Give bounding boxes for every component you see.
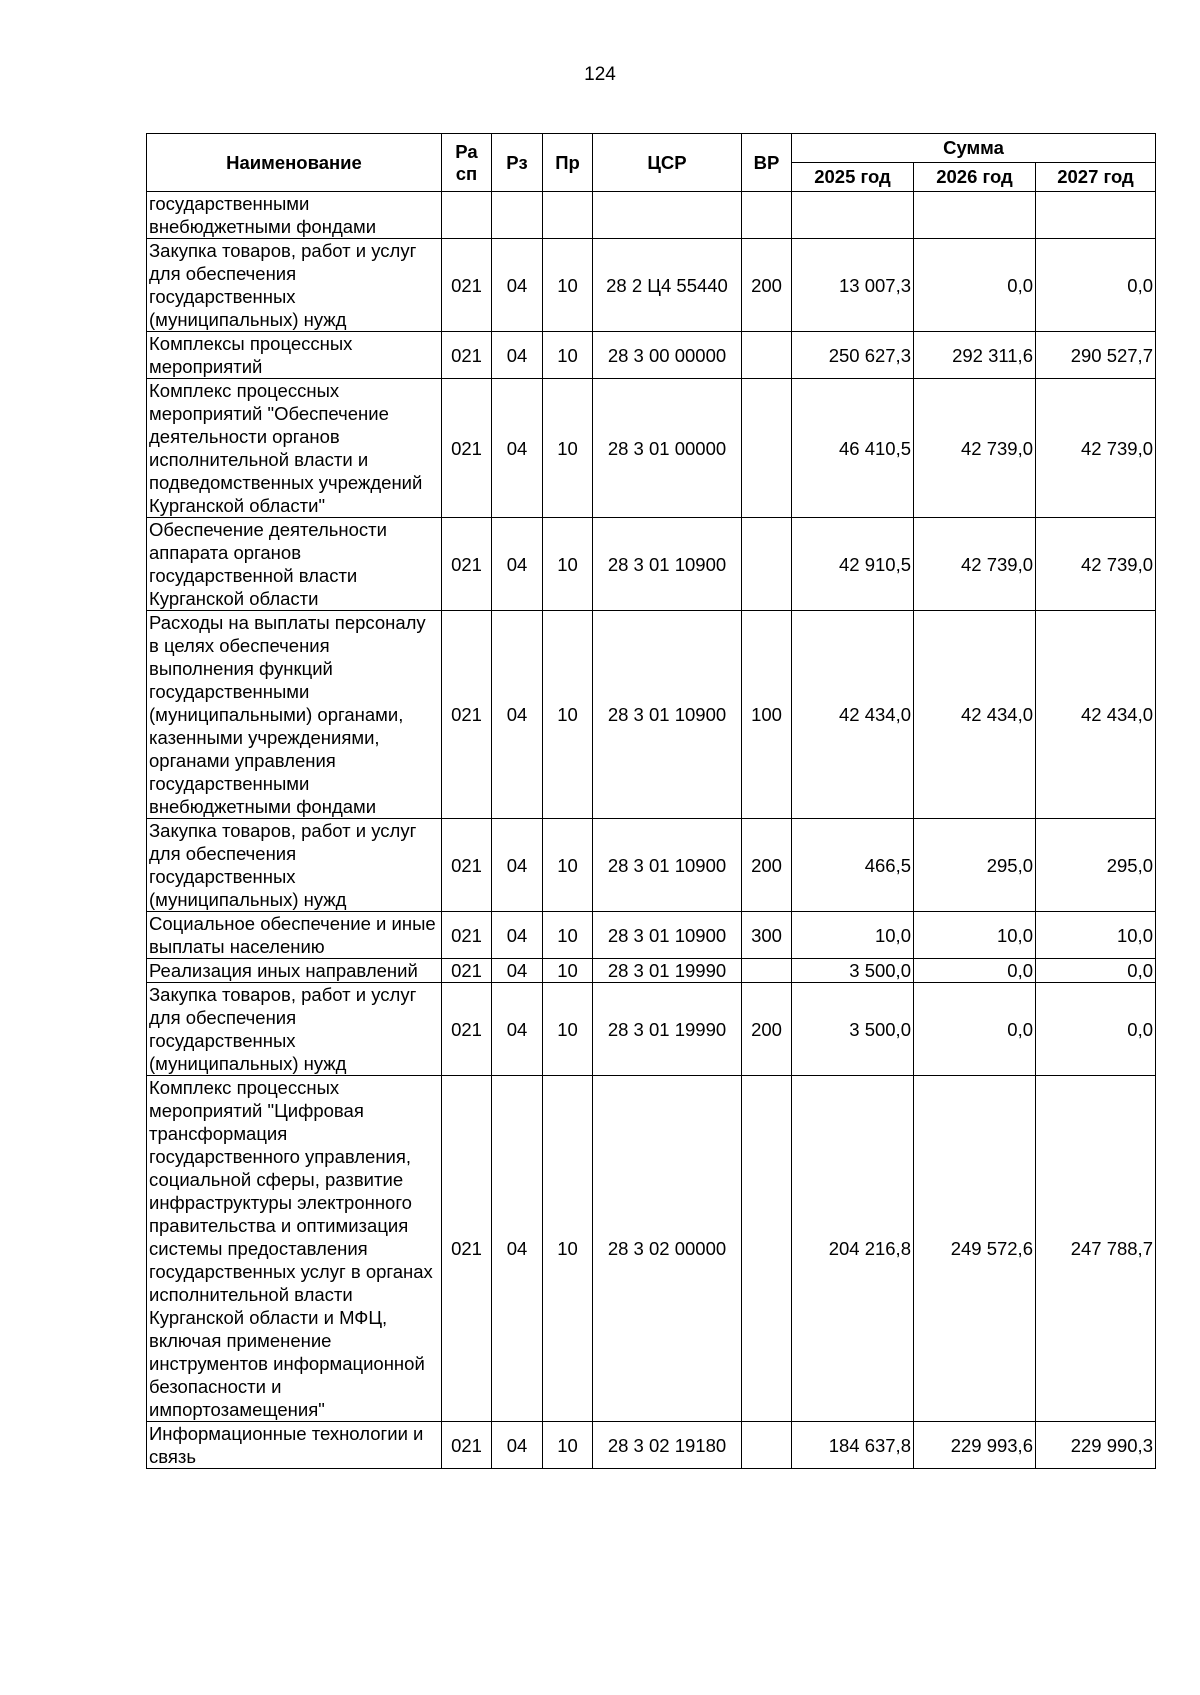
row-vr: 100 [742, 611, 792, 819]
table-row [147, 819, 1156, 912]
row-rasp: 021 [442, 819, 492, 912]
row-vr: 300 [742, 912, 792, 959]
header-csr: ЦСР [593, 134, 742, 192]
row-csr: 28 3 01 19990 [593, 959, 742, 983]
row-pr: 10 [543, 379, 593, 518]
row-vr [742, 192, 792, 239]
row-sum-2027: 290 527,7 [1036, 332, 1156, 379]
row-rz: 04 [492, 983, 543, 1076]
row-rz: 04 [492, 1422, 543, 1469]
row-pr: 10 [543, 239, 593, 332]
row-pr [543, 192, 593, 239]
row-rasp: 021 [442, 332, 492, 379]
row-name: Обеспечение деятельности аппарата органов государственной власти Курганской области [147, 518, 442, 611]
row-pr: 10 [543, 611, 593, 819]
row-rasp: 021 [442, 611, 492, 819]
row-sum-2026: 292 311,6 [914, 332, 1036, 379]
row-pr: 10 [543, 959, 593, 983]
row-sum-2025: 10,0 [792, 912, 914, 959]
table-row [147, 518, 1156, 611]
row-sum-2025: 466,5 [792, 819, 914, 912]
row-csr: 28 3 01 10900 [593, 819, 742, 912]
row-sum-2025: 184 637,8 [792, 1422, 914, 1469]
row-sum-2025: 13 007,3 [792, 239, 914, 332]
row-rz: 04 [492, 819, 543, 912]
row-sum-2026: 229 993,6 [914, 1422, 1036, 1469]
row-vr: 200 [742, 819, 792, 912]
row-sum-2027: 42 739,0 [1036, 518, 1156, 611]
row-name: Комплексы процессных мероприятий [147, 332, 442, 379]
header-row [147, 134, 1156, 163]
row-rz: 04 [492, 518, 543, 611]
row-vr [742, 1076, 792, 1422]
row-name: Комплекс процессных мероприятий "Цифровая трансформация государственного управления, социальной сферы, развитие инфраструктуры электронного правительства и оптимизация системы предоставления государственных услуг в органах исполнительной власти Курганской области и МФЦ, включая применение инструментов информационной безопасности и импортозамещения" [147, 1076, 442, 1422]
table-row [147, 192, 1156, 239]
row-vr [742, 959, 792, 983]
row-sum-2026: 295,0 [914, 819, 1036, 912]
row-csr: 28 3 00 00000 [593, 332, 742, 379]
header-rasp: Ра сп [442, 134, 492, 192]
row-vr [742, 332, 792, 379]
row-sum-2025: 3 500,0 [792, 983, 914, 1076]
row-pr: 10 [543, 983, 593, 1076]
table-row [147, 379, 1156, 518]
row-csr [593, 192, 742, 239]
row-rz: 04 [492, 912, 543, 959]
row-name: Закупка товаров, работ и услуг для обеспечения государственных (муниципальных) нужд [147, 983, 442, 1076]
table-row [147, 1076, 1156, 1422]
row-rz: 04 [492, 611, 543, 819]
row-sum-2026: 42 434,0 [914, 611, 1036, 819]
row-csr: 28 3 02 19180 [593, 1422, 742, 1469]
row-rasp [442, 192, 492, 239]
row-sum-2027: 10,0 [1036, 912, 1156, 959]
row-sum-2027: 42 434,0 [1036, 611, 1156, 819]
budget-table [146, 133, 1156, 1469]
table-row [147, 959, 1156, 983]
row-vr [742, 518, 792, 611]
row-sum-2027: 0,0 [1036, 959, 1156, 983]
row-vr: 200 [742, 983, 792, 1076]
row-sum-2026: 10,0 [914, 912, 1036, 959]
row-name: Закупка товаров, работ и услуг для обеспечения государственных (муниципальных) нужд [147, 819, 442, 912]
row-csr: 28 3 01 10900 [593, 518, 742, 611]
table-row [147, 332, 1156, 379]
row-rasp: 021 [442, 983, 492, 1076]
row-rasp: 021 [442, 239, 492, 332]
row-sum-2025: 204 216,8 [792, 1076, 914, 1422]
page-number: 124 [584, 64, 616, 85]
table-row [147, 983, 1156, 1076]
row-name: Социальное обеспечение и иные выплаты населению [147, 912, 442, 959]
row-rasp: 021 [442, 1076, 492, 1422]
row-sum-2027: 0,0 [1036, 239, 1156, 332]
row-sum-2025: 250 627,3 [792, 332, 914, 379]
row-sum-2026: 249 572,6 [914, 1076, 1036, 1422]
row-name: государственными внебюджетными фондами [147, 192, 442, 239]
row-sum-2025: 46 410,5 [792, 379, 914, 518]
row-name: Комплекс процессных мероприятий "Обеспечение деятельности органов исполнительной власти и подведомственных учреждений Курганской области" [147, 379, 442, 518]
row-sum-2027: 42 739,0 [1036, 379, 1156, 518]
row-rz: 04 [492, 1076, 543, 1422]
row-rz [492, 192, 543, 239]
header-name: Наименование [147, 134, 442, 192]
table-row [147, 239, 1156, 332]
row-rasp: 021 [442, 518, 492, 611]
header-sum: Сумма [792, 134, 1156, 163]
header-year-2025: 2025 год [792, 163, 914, 192]
row-rz: 04 [492, 332, 543, 379]
row-name: Закупка товаров, работ и услуг для обеспечения государственных (муниципальных) нужд [147, 239, 442, 332]
row-sum-2026: 0,0 [914, 239, 1036, 332]
row-sum-2025: 3 500,0 [792, 959, 914, 983]
row-sum-2026: 0,0 [914, 959, 1036, 983]
row-csr: 28 3 01 00000 [593, 379, 742, 518]
row-csr: 28 3 01 19990 [593, 983, 742, 1076]
row-name: Расходы на выплаты персоналу в целях обеспечения выполнения функций государственными (муниципальными) органами, казенными учреждениями, органами управления государственными внебюджетными фондами [147, 611, 442, 819]
row-rasp: 021 [442, 379, 492, 518]
header-year-2027: 2027 год [1036, 163, 1156, 192]
row-vr [742, 379, 792, 518]
row-vr: 200 [742, 239, 792, 332]
row-sum-2025 [792, 192, 914, 239]
row-sum-2027: 295,0 [1036, 819, 1156, 912]
row-rasp: 021 [442, 1422, 492, 1469]
row-pr: 10 [543, 912, 593, 959]
row-csr: 28 3 01 10900 [593, 912, 742, 959]
row-name: Реализация иных направлений [147, 959, 442, 983]
row-name: Информационные технологии и связь [147, 1422, 442, 1469]
row-csr: 28 3 02 00000 [593, 1076, 742, 1422]
row-csr: 28 2 Ц4 55440 [593, 239, 742, 332]
header-rz: Рз [492, 134, 543, 192]
row-sum-2026 [914, 192, 1036, 239]
row-rz: 04 [492, 959, 543, 983]
row-sum-2026: 0,0 [914, 983, 1036, 1076]
header-year-2026: 2026 год [914, 163, 1036, 192]
row-pr: 10 [543, 518, 593, 611]
row-pr: 10 [543, 819, 593, 912]
row-rz: 04 [492, 379, 543, 518]
table-row [147, 611, 1156, 819]
row-pr: 10 [543, 1076, 593, 1422]
row-rasp: 021 [442, 959, 492, 983]
row-pr: 10 [543, 1422, 593, 1469]
row-sum-2027: 229 990,3 [1036, 1422, 1156, 1469]
header-pr: Пр [543, 134, 593, 192]
row-sum-2027: 0,0 [1036, 983, 1156, 1076]
row-rasp: 021 [442, 912, 492, 959]
row-csr: 28 3 01 10900 [593, 611, 742, 819]
row-rz: 04 [492, 239, 543, 332]
row-vr [742, 1422, 792, 1469]
row-pr: 10 [543, 332, 593, 379]
row-sum-2025: 42 910,5 [792, 518, 914, 611]
row-sum-2026: 42 739,0 [914, 518, 1036, 611]
header-vr: ВР [742, 134, 792, 192]
row-sum-2026: 42 739,0 [914, 379, 1036, 518]
row-sum-2025: 42 434,0 [792, 611, 914, 819]
table-row [147, 1422, 1156, 1469]
row-sum-2027: 247 788,7 [1036, 1076, 1156, 1422]
row-sum-2027 [1036, 192, 1156, 239]
table-row [147, 912, 1156, 959]
